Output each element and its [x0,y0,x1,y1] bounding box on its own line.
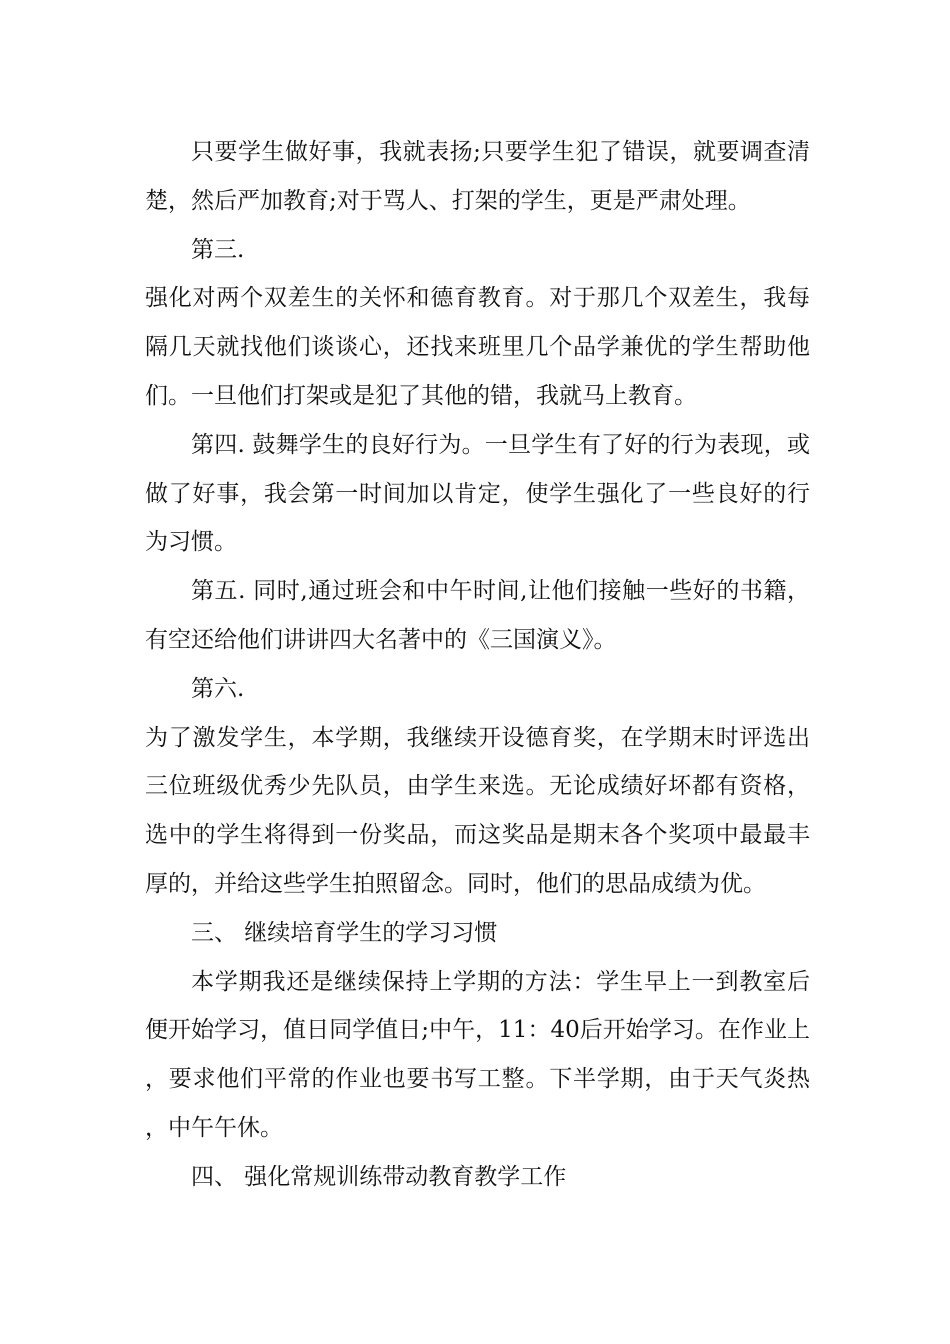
paragraph-care-for-students: 强化对两个双差生的关怀和德育教育。对于那几个双差生，我每隔几天就找他们谈谈心，还找来班里几个品学兼优的学生帮助他们。一旦他们打架或是犯了其他的错，我就马上教育。 [145,285,810,409]
heading-point-six: 第六. [191,675,245,702]
section-heading-four: 四、 强化常规训练带动教育教学工作 [191,1163,567,1190]
paragraph-moral-award: 为了激发学生，本学期，我继续开设德育奖，在学期末时评选出三位班级优秀少先队员，由学生来选。无论成绩好坏都有资格，选中的学生将得到一份奖品，而这奖品是期末各个奖项中最最丰厚的，并给这些学生拍照留念。同时，他们的思品成绩为优。 [145,724,810,897]
paragraph-point-five: 第五. 同时,通过班会和中午时间,让他们接触一些好的书籍，有空还给他们讲讲四大名著中的《三国演义》。 [145,578,810,653]
section-heading-three: 三、 继续培育学生的学习习惯 [191,919,498,946]
paragraph-study-habits: 本学期我还是继续保持上学期的方法：学生早上一到教室后便开始学习，值日同学值日;中午，11：40后开始学习。在作业上，要求他们平常的作业也要书写工整。下半学期，由于天气炎热，中午午休。 [145,968,810,1141]
paragraph-point-four: 第四. 鼓舞学生的良好行为。一旦学生有了好的行为表现，或做了好事，我会第一时间加以肯定，使学生强化了一些良好的行为习惯。 [145,431,810,556]
heading-point-three: 第三. [191,236,245,263]
paragraph-praise-and-discipline: 只要学生做好事，我就表扬;只要学生犯了错误，就要调查清楚，然后严加教育;对于骂人、打架的学生，更是严肃处理。 [145,139,810,214]
document-body [145,128,810,1202]
